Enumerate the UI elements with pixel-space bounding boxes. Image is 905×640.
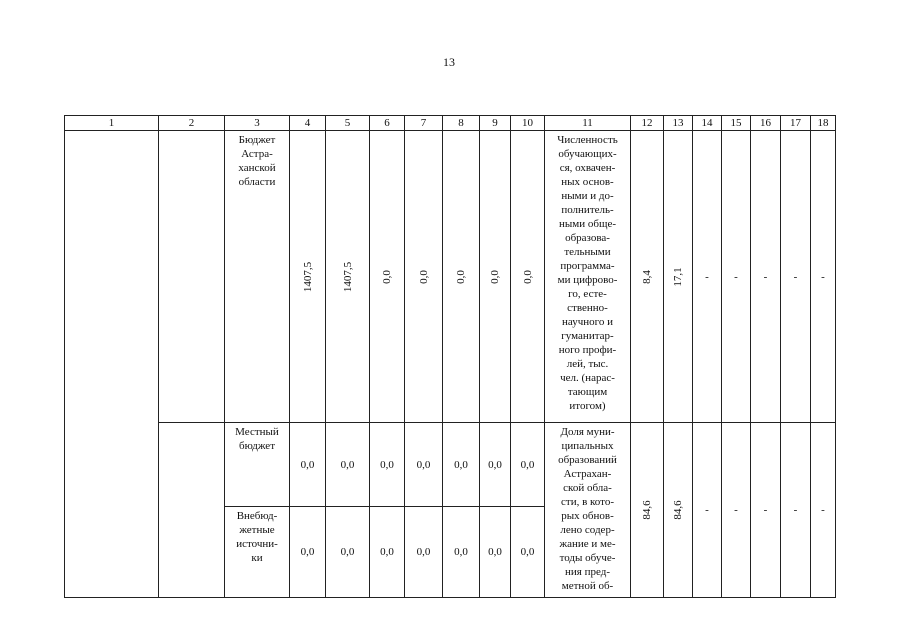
indicator-value: - bbox=[693, 423, 722, 598]
cell-col2 bbox=[159, 423, 225, 598]
indicator-value: - bbox=[722, 131, 751, 423]
value-cell: 0,0 bbox=[443, 507, 480, 598]
indicator-value: 8,4 bbox=[631, 131, 664, 423]
funding-source: Внебюд- жетные источни- ки bbox=[225, 507, 290, 598]
value-cell: 0,0 bbox=[443, 423, 480, 507]
value-cell: 0,0 bbox=[370, 423, 405, 507]
indicator-value: 84,6 bbox=[631, 423, 664, 598]
value-cell: 0,0 bbox=[370, 507, 405, 598]
col-number: 16 bbox=[751, 116, 781, 131]
funding-source: Бюджет Астра- ханской области bbox=[225, 131, 290, 423]
col-number: 3 bbox=[225, 116, 290, 131]
col-number: 9 bbox=[480, 116, 511, 131]
col-number: 14 bbox=[693, 116, 722, 131]
indicator-value: - bbox=[781, 423, 811, 598]
col-number: 7 bbox=[405, 116, 443, 131]
indicator-name: Доля муни- ципальных образований Астрахан- ской обла- сти, в кото- рых обнов- лено содер- жание и ме- тоды обуче- ния пред- метной об- bbox=[545, 423, 631, 598]
indicator-value: - bbox=[781, 131, 811, 423]
col-number: 1 bbox=[65, 116, 159, 131]
value-cell: 0,0 bbox=[290, 507, 326, 598]
col-number: 11 bbox=[545, 116, 631, 131]
value-cell: 0,0 bbox=[480, 507, 511, 598]
value-cell: 0,0 bbox=[405, 507, 443, 598]
col-number: 18 bbox=[811, 116, 836, 131]
indicator-value: - bbox=[751, 423, 781, 598]
col-number: 15 bbox=[722, 116, 751, 131]
value-cell: 0,0 bbox=[290, 423, 326, 507]
cell-col1 bbox=[65, 131, 159, 598]
indicator-value: - bbox=[722, 423, 751, 598]
value-cell: 0,0 bbox=[511, 507, 545, 598]
value-cell: 0,0 bbox=[370, 131, 405, 423]
indicator-value: - bbox=[811, 423, 836, 598]
value-cell: 0,0 bbox=[326, 423, 370, 507]
col-number: 8 bbox=[443, 116, 480, 131]
col-number: 17 bbox=[781, 116, 811, 131]
page-number: 13 bbox=[443, 55, 455, 69]
indicator-value: - bbox=[693, 131, 722, 423]
value-cell: 0,0 bbox=[326, 507, 370, 598]
table-row bbox=[65, 131, 836, 423]
table-row bbox=[65, 423, 836, 507]
program-table bbox=[64, 115, 836, 598]
indicator-value: 84,6 bbox=[664, 423, 693, 598]
col-number: 13 bbox=[664, 116, 693, 131]
value-cell: 0,0 bbox=[511, 423, 545, 507]
value-cell: 0,0 bbox=[480, 423, 511, 507]
col-number: 10 bbox=[511, 116, 545, 131]
value-cell: 1407,5 bbox=[290, 131, 326, 423]
col-number: 4 bbox=[290, 116, 326, 131]
value-cell: 0,0 bbox=[511, 131, 545, 423]
indicator-value: - bbox=[811, 131, 836, 423]
column-numbers-row bbox=[65, 116, 836, 131]
col-number: 6 bbox=[370, 116, 405, 131]
indicator-value: 17,1 bbox=[664, 131, 693, 423]
value-cell: 0,0 bbox=[443, 131, 480, 423]
value-cell: 0,0 bbox=[480, 131, 511, 423]
col-number: 5 bbox=[326, 116, 370, 131]
cell-col2 bbox=[159, 131, 225, 423]
indicator-name: Численность обучающих- ся, охвачен- ных основ- ными и до- полнитель- ными обще- образова- тельными программа- ми цифрово- го, есте- ственно- научного и гуманитар- ного профи- лей, тыс. чел. (нарас- тающим итогом) bbox=[545, 131, 631, 423]
col-number: 12 bbox=[631, 116, 664, 131]
indicator-value: - bbox=[751, 131, 781, 423]
value-cell: 1407,5 bbox=[326, 131, 370, 423]
value-cell: 0,0 bbox=[405, 131, 443, 423]
col-number: 2 bbox=[159, 116, 225, 131]
funding-source: Местный бюджет bbox=[225, 423, 290, 507]
value-cell: 0,0 bbox=[405, 423, 443, 507]
